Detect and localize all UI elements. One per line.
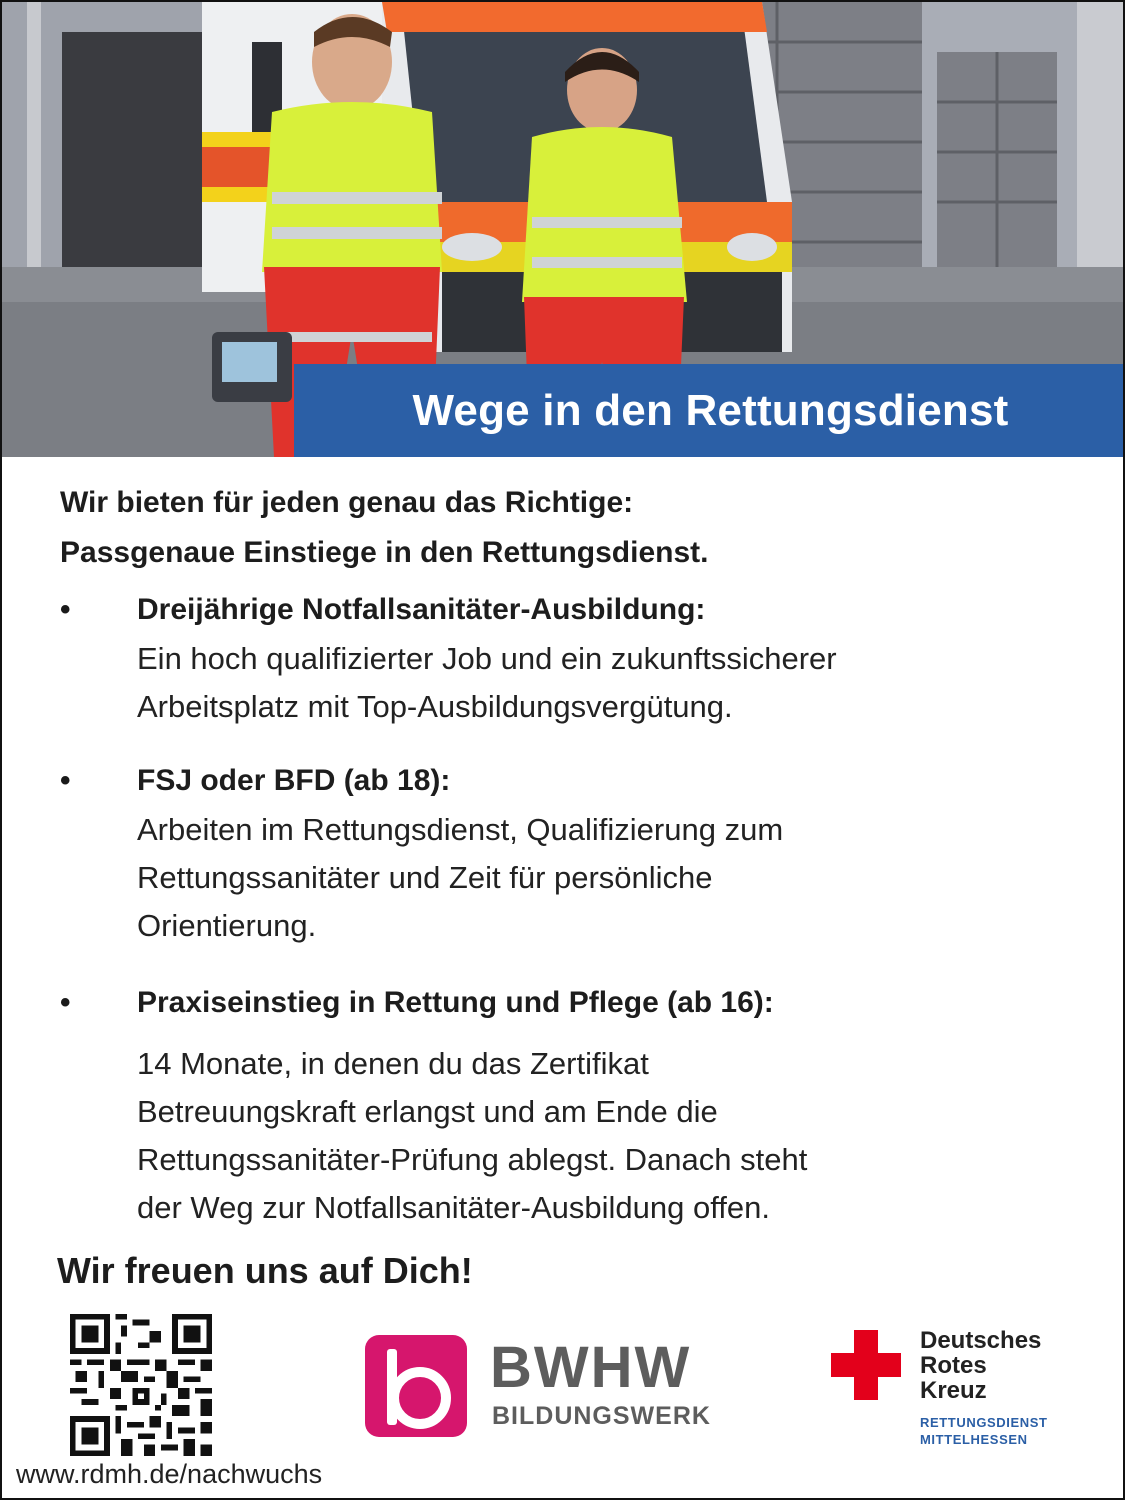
offer-title: Praxiseinstieg in Rettung und Pflege (ab 16): bbox=[137, 986, 774, 1019]
offer-description-line: der Weg zur Notfallsanitäter-Ausbildung offen. bbox=[137, 1190, 770, 1225]
offer-title: FSJ oder BFD (ab 18): bbox=[137, 764, 451, 797]
offer-description-line: Rettungssanitäter-Prüfung ablegst. Danach steht bbox=[137, 1142, 808, 1177]
offer-description-line: Arbeiten im Rettungsdienst, Qualifizierung zum bbox=[137, 812, 784, 847]
bwhw-b-logo-icon bbox=[365, 1335, 467, 1437]
offer-item bbox=[60, 585, 1080, 735]
drk-subtitle bbox=[920, 1414, 1048, 1448]
drk-subtitle-line: RETTUNGSDIENST bbox=[920, 1415, 1048, 1430]
drk-name-line: Deutsches bbox=[920, 1327, 1042, 1354]
offer-item bbox=[60, 756, 1080, 956]
intro-line-2: Passgenaue Einstiege in den Rettungsdienst. bbox=[60, 536, 709, 569]
offer-description-line: Orientierung. bbox=[137, 908, 317, 943]
bullet-point: • bbox=[60, 986, 71, 1019]
drk-subtitle-line: MITTELHESSEN bbox=[920, 1432, 1028, 1447]
offer-title: Dreijährige Notfallsanitäter-Ausbildung: bbox=[137, 593, 706, 626]
offer-description bbox=[137, 1040, 1087, 1232]
website-url[interactable]: www.rdmh.de/nachwuchs bbox=[16, 1459, 323, 1489]
offer-description-line: Ein hoch qualifizierter Job und ein zukunftssicherer bbox=[137, 641, 837, 676]
qr-code-icon[interactable] bbox=[70, 1314, 212, 1456]
red-cross-logo-icon bbox=[831, 1330, 901, 1400]
offer-item bbox=[60, 978, 1080, 1238]
headline: Wege in den Rettungsdienst bbox=[412, 385, 1009, 435]
offer-description-line: Arbeitsplatz mit Top-Ausbildungsvergütung. bbox=[137, 689, 733, 724]
intro-line-1: Wir bieten für jeden genau das Richtige: bbox=[60, 486, 634, 519]
offer-description-line: Betreuungskraft erlangst und am Ende die bbox=[137, 1094, 718, 1129]
bwhw-subtitle: BILDUNGSWERK bbox=[492, 1402, 711, 1430]
headline-banner bbox=[294, 364, 1125, 457]
drk-name-line: Rotes bbox=[920, 1352, 987, 1379]
drk-name-line: Kreuz bbox=[920, 1377, 987, 1404]
bwhw-name: BWHW bbox=[490, 1335, 692, 1400]
hero-photo bbox=[2, 2, 1125, 457]
offer-description-line: 14 Monate, in denen du das Zertifikat bbox=[137, 1046, 649, 1081]
bullet-point: • bbox=[60, 764, 71, 797]
offer-description bbox=[137, 806, 1087, 950]
offer-description-line: Rettungssanitäter und Zeit für persönliche bbox=[137, 860, 713, 895]
drk-name bbox=[920, 1328, 1041, 1403]
offer-description bbox=[137, 635, 1087, 731]
bullet-point: • bbox=[60, 593, 71, 626]
closing-text: Wir freuen uns auf Dich! bbox=[57, 1250, 473, 1291]
intro-text bbox=[60, 478, 1060, 578]
